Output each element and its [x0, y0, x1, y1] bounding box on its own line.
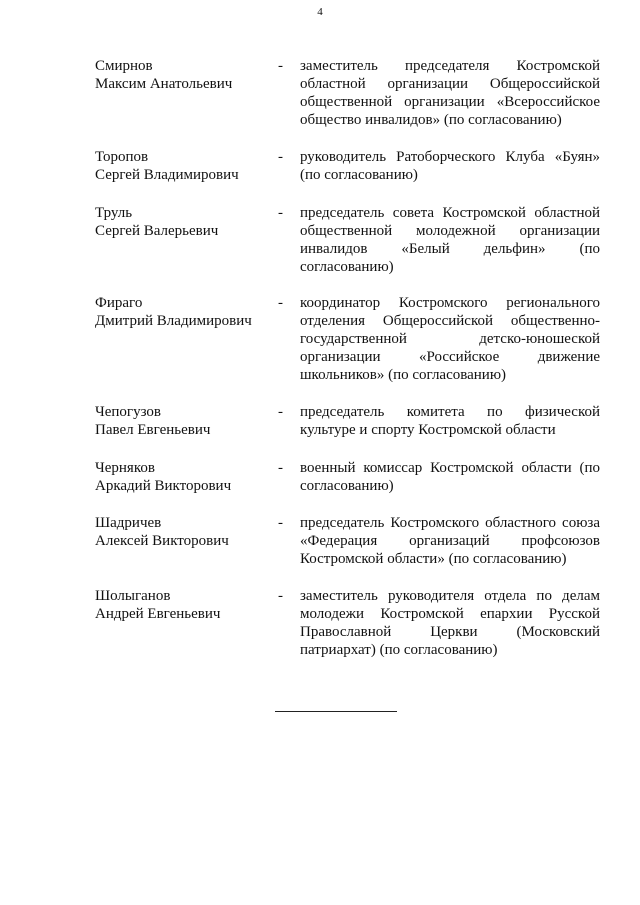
member-position [300, 514, 600, 568]
member-position [300, 294, 600, 384]
position-line: председатель совета Костромской областной [300, 205, 600, 221]
member-name [95, 514, 270, 550]
separator-dash: - [278, 515, 283, 531]
member-given-names: Сергей Владимирович [95, 167, 239, 183]
member-position [300, 459, 600, 495]
position-line: инвалидов «Белый дельфин» (по [300, 241, 600, 257]
end-of-list-rule [275, 711, 397, 712]
member-name [95, 204, 270, 240]
position-line: «Федерация организаций профсоюзов [300, 533, 600, 549]
member-given-names: Сергей Валерьевич [95, 223, 219, 239]
position-line: общественной молодежной организации [300, 223, 600, 239]
separator-dash: - [278, 404, 283, 420]
position-line: Православной Церкви (Московский [300, 624, 600, 640]
member-surname: Шадричев [95, 515, 162, 531]
position-line: областной организации Общероссийской [300, 76, 600, 92]
member-name [95, 294, 270, 330]
member-name [95, 403, 270, 439]
member-position [300, 148, 600, 184]
separator-dash: - [278, 588, 283, 604]
separator-dash: - [278, 149, 283, 165]
position-line: военный комиссар Костромской области (по [300, 460, 600, 476]
separator-dash: - [278, 58, 283, 74]
separator-dash: - [278, 295, 283, 311]
position-line: заместитель руководителя отдела по делам [300, 588, 600, 604]
member-name [95, 57, 270, 93]
position-line: координатор Костромского регионального [300, 295, 600, 311]
member-given-names: Андрей Евгеньевич [95, 606, 221, 622]
position-line: заместитель председателя Костромской [300, 58, 600, 74]
member-name [95, 148, 270, 184]
position-line: государственной детско-юношеской [300, 331, 600, 347]
position-line: общество инвалидов» (по согласованию) [300, 112, 562, 128]
member-name [95, 459, 270, 495]
position-line: общественной организации «Всероссийское [300, 94, 600, 110]
position-line: организации «Российское движение [300, 349, 600, 365]
position-line: руководитель Ратоборческого Клуба «Буян» [300, 149, 600, 165]
position-line: молодежи Костромской епархии Русской [300, 606, 600, 622]
member-surname: Смирнов [95, 58, 153, 74]
position-line: согласованию) [300, 259, 394, 275]
member-position [300, 57, 600, 129]
position-line: Костромской области» (по согласованию) [300, 551, 567, 567]
position-line: (по согласованию) [300, 167, 418, 183]
member-surname: Чепогузов [95, 404, 162, 420]
member-position [300, 587, 600, 659]
position-line: патриархат) (по согласованию) [300, 642, 498, 658]
separator-dash: - [278, 205, 283, 221]
member-given-names: Максим Анатольевич [95, 76, 233, 92]
member-position [300, 204, 600, 276]
member-name [95, 587, 270, 623]
page-number: 4 [317, 6, 323, 18]
member-surname: Фираго [95, 295, 143, 311]
member-given-names: Павел Евгеньевич [95, 422, 211, 438]
position-line: председатель Костромского областного союза [300, 515, 600, 531]
member-given-names: Алексей Викторович [95, 533, 229, 549]
position-line: культуре и спорту Костромской области [300, 422, 556, 438]
position-line: школьников» (по согласованию) [300, 367, 507, 383]
member-surname: Труль [95, 205, 133, 221]
member-surname: Шолыганов [95, 588, 171, 604]
member-surname: Торопов [95, 149, 149, 165]
member-given-names: Аркадий Викторович [95, 478, 232, 494]
member-given-names: Дмитрий Владимирович [95, 313, 252, 329]
member-surname: Черняков [95, 460, 155, 476]
member-position [300, 403, 600, 439]
position-line: согласованию) [300, 478, 394, 494]
position-line: председатель комитета по физической [300, 404, 600, 420]
separator-dash: - [278, 460, 283, 476]
position-line: отделения Общероссийской общественно- [300, 313, 600, 329]
